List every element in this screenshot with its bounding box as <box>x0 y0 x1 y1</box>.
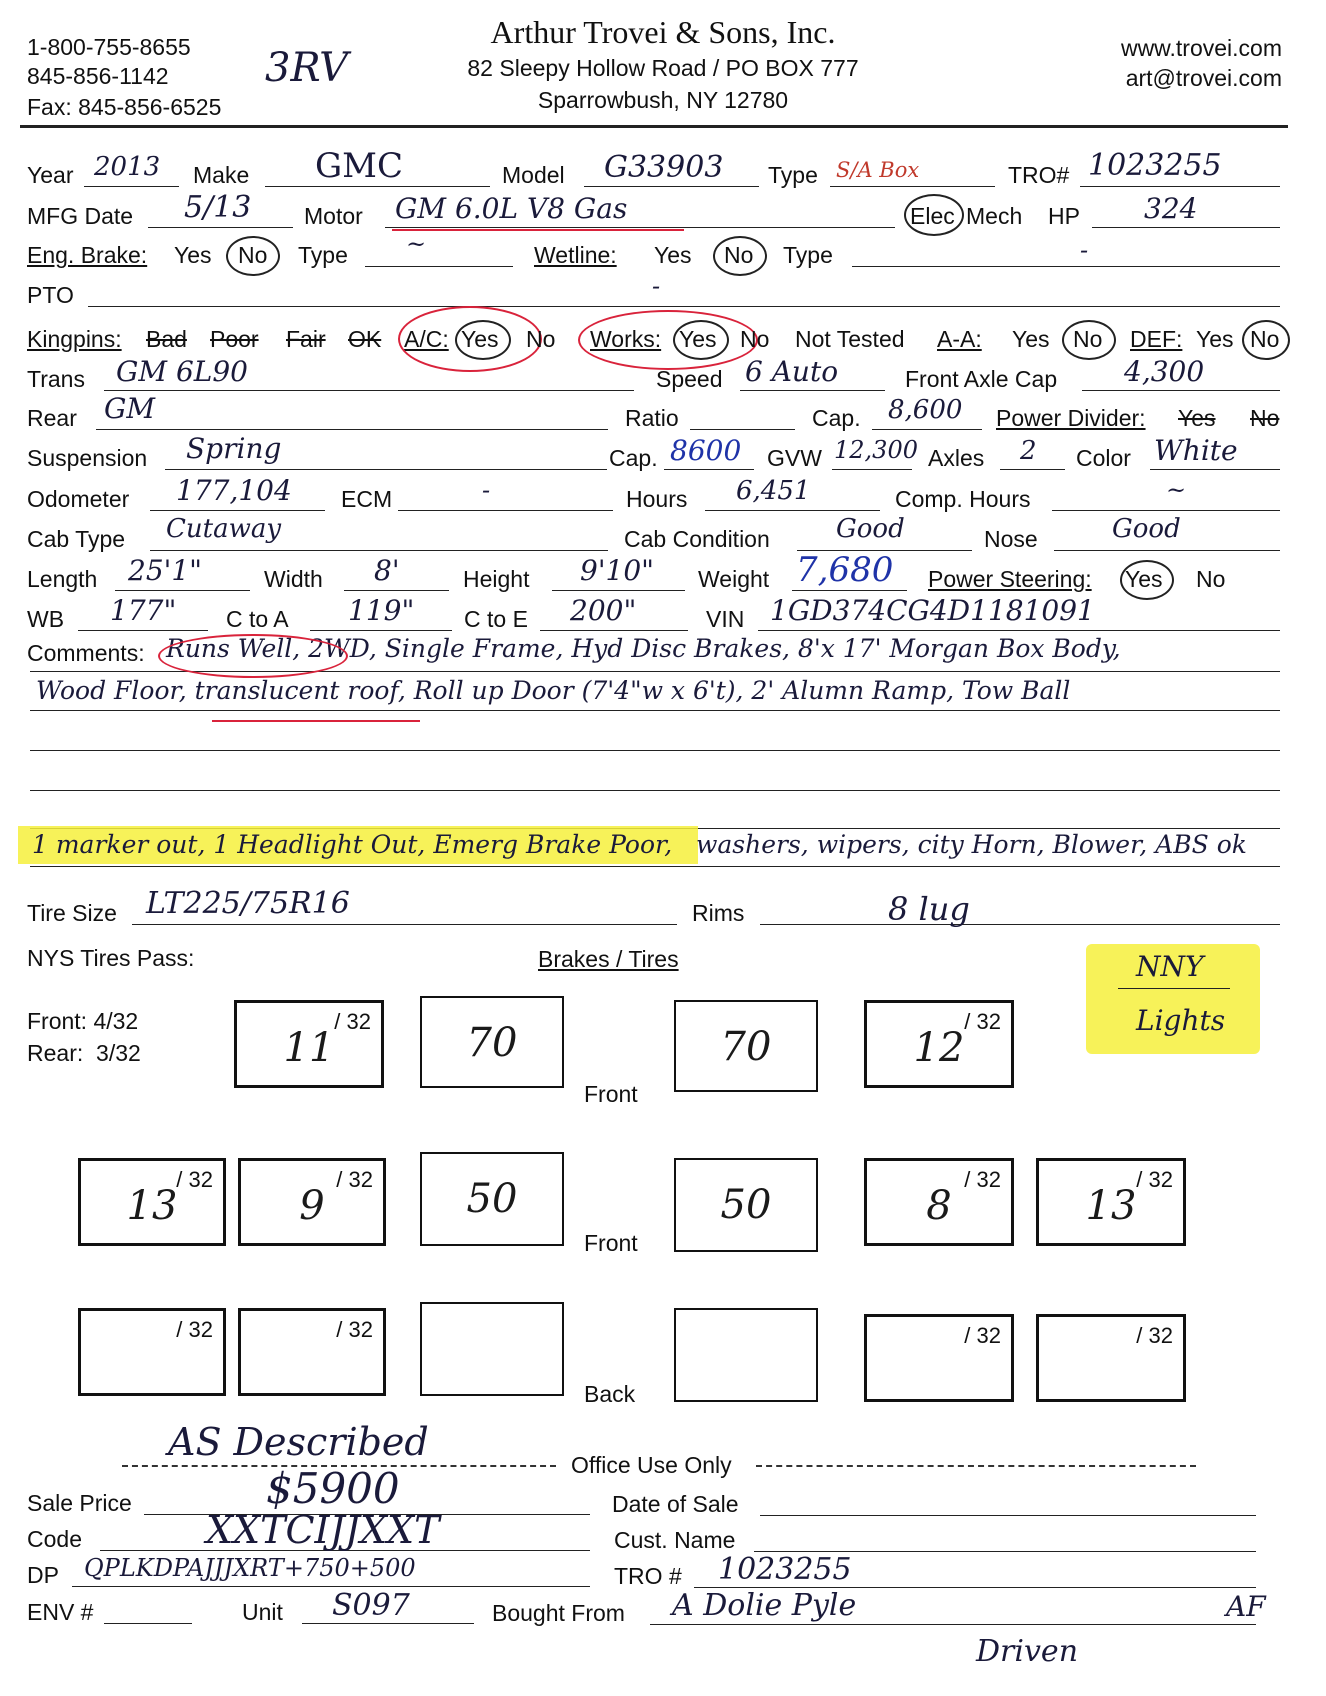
label-gvw: GVW <box>767 445 822 471</box>
value-color: White <box>1154 434 1238 467</box>
aa-no: No <box>1073 326 1103 352</box>
value-susp-cap: 8600 <box>670 434 742 467</box>
value-hp: 324 <box>1144 192 1198 225</box>
label-eng-brake-type: Type <box>298 242 348 268</box>
value-mfg-date: 5/13 <box>184 190 252 225</box>
value-rear-cap: 8,600 <box>888 395 963 425</box>
office-dash-right <box>756 1465 1196 1467</box>
value-c-to-a: 119" <box>348 594 415 627</box>
brake-box-row3-1 <box>420 1302 564 1396</box>
label-brakes-tires: Brakes / Tires <box>538 946 679 972</box>
works-red-circle <box>578 310 758 370</box>
label-rear-cap: Cap. <box>812 405 861 431</box>
label-trans: Trans <box>27 366 85 392</box>
label-cust-name: Cust. Name <box>614 1527 736 1553</box>
label-pto: PTO <box>27 282 74 308</box>
label-mfg-date: MFG Date <box>27 203 134 229</box>
power-steering-yes: Yes <box>1125 566 1163 592</box>
ac-yes: Yes <box>461 326 499 352</box>
value-wetline-type: - <box>1080 236 1089 264</box>
wetline-no: No <box>724 242 754 268</box>
value-year: 2013 <box>94 152 161 182</box>
label-model: Model <box>502 162 565 188</box>
label-dp: DP <box>27 1562 59 1588</box>
label-power-steering: Power Steering: <box>928 566 1092 592</box>
tire-box-row2-1: / 32 13 <box>78 1158 226 1246</box>
row3-back-label: Back <box>584 1381 636 1407</box>
works-yes: Yes <box>679 326 717 352</box>
label-tire-size: Tire Size <box>27 900 117 926</box>
phone-2: 845-856-1142 <box>27 63 169 89</box>
handwritten-code: 3RV <box>265 45 349 91</box>
label-power-divider: Power Divider: <box>996 405 1146 431</box>
label-c-to-e: C to E <box>464 606 528 632</box>
value-weight: 7,680 <box>796 550 894 590</box>
label-eng-brake: Eng. Brake: <box>27 242 148 268</box>
value-hours: 6,451 <box>736 476 811 506</box>
brake-box-row1-1: 70 <box>420 996 564 1088</box>
address-line-1: 82 Sleepy Hollow Road / PO BOX 777 <box>467 55 859 81</box>
value-speed: 6 Auto <box>745 355 839 388</box>
website: www.trovei.com <box>1120 35 1282 61</box>
value-axles: 2 <box>1020 436 1037 466</box>
tire-box-row3-4: / 32 <box>1036 1314 1186 1402</box>
value-front-axle-cap: 4,300 <box>1124 355 1205 388</box>
label-suspension: Suspension <box>27 445 148 471</box>
row2-front-label: Front <box>584 1230 638 1256</box>
label-unit: Unit <box>242 1599 283 1625</box>
brake-box-row2-1: 50 <box>420 1152 564 1246</box>
front-tread-spec: Front: 4/32 <box>27 1008 139 1034</box>
label-elec: Elec <box>910 203 955 229</box>
sticky-note-line-1: NNY <box>1136 950 1204 983</box>
driven-note: Driven <box>976 1634 1079 1669</box>
value-tro-2: 1023255 <box>718 1552 852 1587</box>
label-comments: Comments: <box>27 640 145 666</box>
value-dp: QPLKDPAJJJXRT+750+500 <box>84 1554 416 1582</box>
value-eng-brake-type: ~ <box>406 230 427 258</box>
label-nose: Nose <box>984 526 1038 552</box>
label-bought-from: Bought From <box>492 1600 625 1626</box>
value-type: S/A Box <box>836 158 920 182</box>
label-tro: TRO# <box>1008 162 1070 188</box>
value-comp-hours: ~ <box>1166 476 1187 504</box>
label-ecm: ECM <box>341 486 393 512</box>
label-env: ENV # <box>27 1599 94 1625</box>
label-motor: Motor <box>304 203 363 229</box>
value-length: 25'1" <box>128 554 203 587</box>
label-height: Height <box>463 566 530 592</box>
label-mech: Mech <box>966 203 1023 229</box>
label-color: Color <box>1076 445 1131 471</box>
kingpins-ok: OK <box>348 326 382 352</box>
brake-box-row2-2: 50 <box>674 1158 818 1252</box>
notes-highlighted-text: 1 marker out, 1 Headlight Out, Emerg Brake Poor, <box>32 830 673 859</box>
tire-box-row2-3: / 32 8 <box>864 1158 1014 1246</box>
power-divider-yes: Yes <box>1178 405 1216 431</box>
notes-rest-text: washers, wipers, city Horn, Blower, ABS ok <box>696 830 1247 859</box>
comments-line-2: Wood Floor, translucent roof, Roll up Door (7'4"w x 6't), 2' Alumn Ramp, Tow Ball <box>36 676 1071 705</box>
label-comp-hours: Comp. Hours <box>895 486 1031 512</box>
label-aa: A-A: <box>937 326 982 352</box>
eng-brake-yes: Yes <box>174 242 212 268</box>
value-initials: AF <box>1226 1590 1266 1623</box>
tire-box-row2-2: / 32 9 <box>238 1158 386 1246</box>
label-cab-condition: Cab Condition <box>624 526 770 552</box>
ac-no: No <box>526 326 556 352</box>
value-rear: GM <box>104 392 156 425</box>
value-vin: 1GD374CG4D1181091 <box>770 594 1095 627</box>
value-sale-price: $5900 <box>266 1464 400 1513</box>
label-tro-2: TRO # <box>614 1563 682 1589</box>
label-year: Year <box>27 162 74 188</box>
value-bought-from: A Dolie Pyle <box>672 1588 857 1623</box>
value-trans: GM 6L90 <box>116 355 248 388</box>
value-motor: GM 6.0L V8 Gas <box>395 192 628 225</box>
power-divider-no: No <box>1250 405 1280 431</box>
value-ecm: - <box>482 476 491 504</box>
value-cab-type: Cutaway <box>166 514 282 544</box>
label-axles: Axles <box>928 445 985 471</box>
value-gvw: 12,300 <box>834 436 918 464</box>
label-odometer: Odometer <box>27 486 130 512</box>
label-kingpins: Kingpins: <box>27 326 122 352</box>
label-works: Works: <box>590 326 662 352</box>
kingpins-poor: Poor <box>210 326 259 352</box>
label-wb: WB <box>27 606 65 632</box>
kingpins-bad: Bad <box>146 326 187 352</box>
phone-1: 1-800-755-8655 <box>27 34 191 60</box>
def-no: No <box>1250 326 1280 352</box>
label-susp-cap: Cap. <box>609 445 658 471</box>
row1-front-label: Front <box>584 1081 638 1107</box>
header-divider <box>20 125 1288 128</box>
aa-yes: Yes <box>1012 326 1050 352</box>
tire-box-row1-1: / 32 11 <box>234 1000 384 1088</box>
label-ratio: Ratio <box>625 405 679 431</box>
label-wetline: Wetline: <box>534 242 617 268</box>
value-height: 9'10" <box>580 554 655 587</box>
label-hours: Hours <box>626 486 688 512</box>
value-model: G33903 <box>604 150 724 185</box>
tire-box-row2-4: / 32 13 <box>1036 1158 1186 1246</box>
label-width: Width <box>264 566 323 592</box>
value-rims: 8 lug <box>888 890 970 928</box>
label-front-axle-cap: Front Axle Cap <box>905 366 1058 392</box>
rear-tread-spec: Rear: 3/32 <box>27 1040 141 1066</box>
value-wb: 177" <box>110 594 177 627</box>
comments-line-1: Runs Well, 2WD, Single Frame, Hyd Disc Brakes, 8'x 17' Morgan Box Body, <box>166 634 1121 663</box>
address-line-2: Sparrowbush, NY 12780 <box>537 87 789 113</box>
wetline-yes: Yes <box>654 242 692 268</box>
sticky-note-line-2: Lights <box>1136 1004 1226 1037</box>
tire-box-row3-3: / 32 <box>864 1314 1014 1402</box>
works-no: No <box>740 326 770 352</box>
brake-box-row3-2 <box>674 1308 818 1402</box>
runs-well-red-circle <box>158 634 348 678</box>
label-wetline-type: Type <box>783 242 833 268</box>
value-make: GMC <box>315 146 403 186</box>
value-unit: S097 <box>332 1588 410 1623</box>
value-nose: Good <box>1112 514 1181 544</box>
value-width: 8' <box>374 554 400 587</box>
fax: Fax: 845-856-6525 <box>27 94 222 120</box>
label-length: Length <box>27 566 98 592</box>
email: art@trovei.com <box>1125 65 1282 91</box>
brake-box-row1-2: 70 <box>674 1000 818 1092</box>
label-nys-tires-pass: NYS Tires Pass: <box>27 945 195 971</box>
eng-brake-no: No <box>238 242 268 268</box>
tire-box-row1-2: / 32 12 <box>864 1000 1014 1088</box>
value-pto: - <box>652 272 661 300</box>
value-c-to-e: 200" <box>570 594 637 627</box>
works-not-tested: Not Tested <box>795 326 905 352</box>
tire-box-row3-1: / 32 <box>78 1308 226 1396</box>
as-described-note: AS Described <box>168 1420 429 1464</box>
label-def: DEF: <box>1130 326 1183 352</box>
label-code: Code <box>27 1526 82 1552</box>
value-cab-condition: Good <box>836 514 905 544</box>
value-suspension: Spring <box>186 432 282 465</box>
label-rear: Rear <box>27 405 77 431</box>
label-speed: Speed <box>656 366 723 392</box>
value-tro: 1023255 <box>1088 148 1222 183</box>
label-rims: Rims <box>692 900 745 926</box>
value-code: XXTCIJJXXT <box>206 1508 440 1552</box>
translucent-roof-red-underline <box>212 720 420 722</box>
tire-box-row3-2: / 32 <box>238 1308 386 1396</box>
label-weight: Weight <box>698 566 770 592</box>
company-name: Arthur Trovei & Sons, Inc. <box>490 14 836 50</box>
label-vin: VIN <box>706 606 745 632</box>
label-office-use: Office Use Only <box>571 1452 732 1478</box>
label-hp: HP <box>1048 203 1080 229</box>
label-cab-type: Cab Type <box>27 526 126 552</box>
value-odometer: 177,104 <box>176 474 292 507</box>
label-sale-price: Sale Price <box>27 1490 132 1516</box>
power-steering-no: No <box>1196 566 1226 592</box>
label-date-of-sale: Date of Sale <box>612 1491 739 1517</box>
label-ac: A/C: <box>404 326 449 352</box>
def-yes: Yes <box>1196 326 1234 352</box>
value-tire-size: LT225/75R16 <box>146 886 350 921</box>
label-make: Make <box>193 162 250 188</box>
motor-red-underline <box>392 229 684 231</box>
label-c-to-a: C to A <box>226 606 289 632</box>
kingpins-fair: Fair <box>286 326 326 352</box>
label-type: Type <box>768 162 818 188</box>
